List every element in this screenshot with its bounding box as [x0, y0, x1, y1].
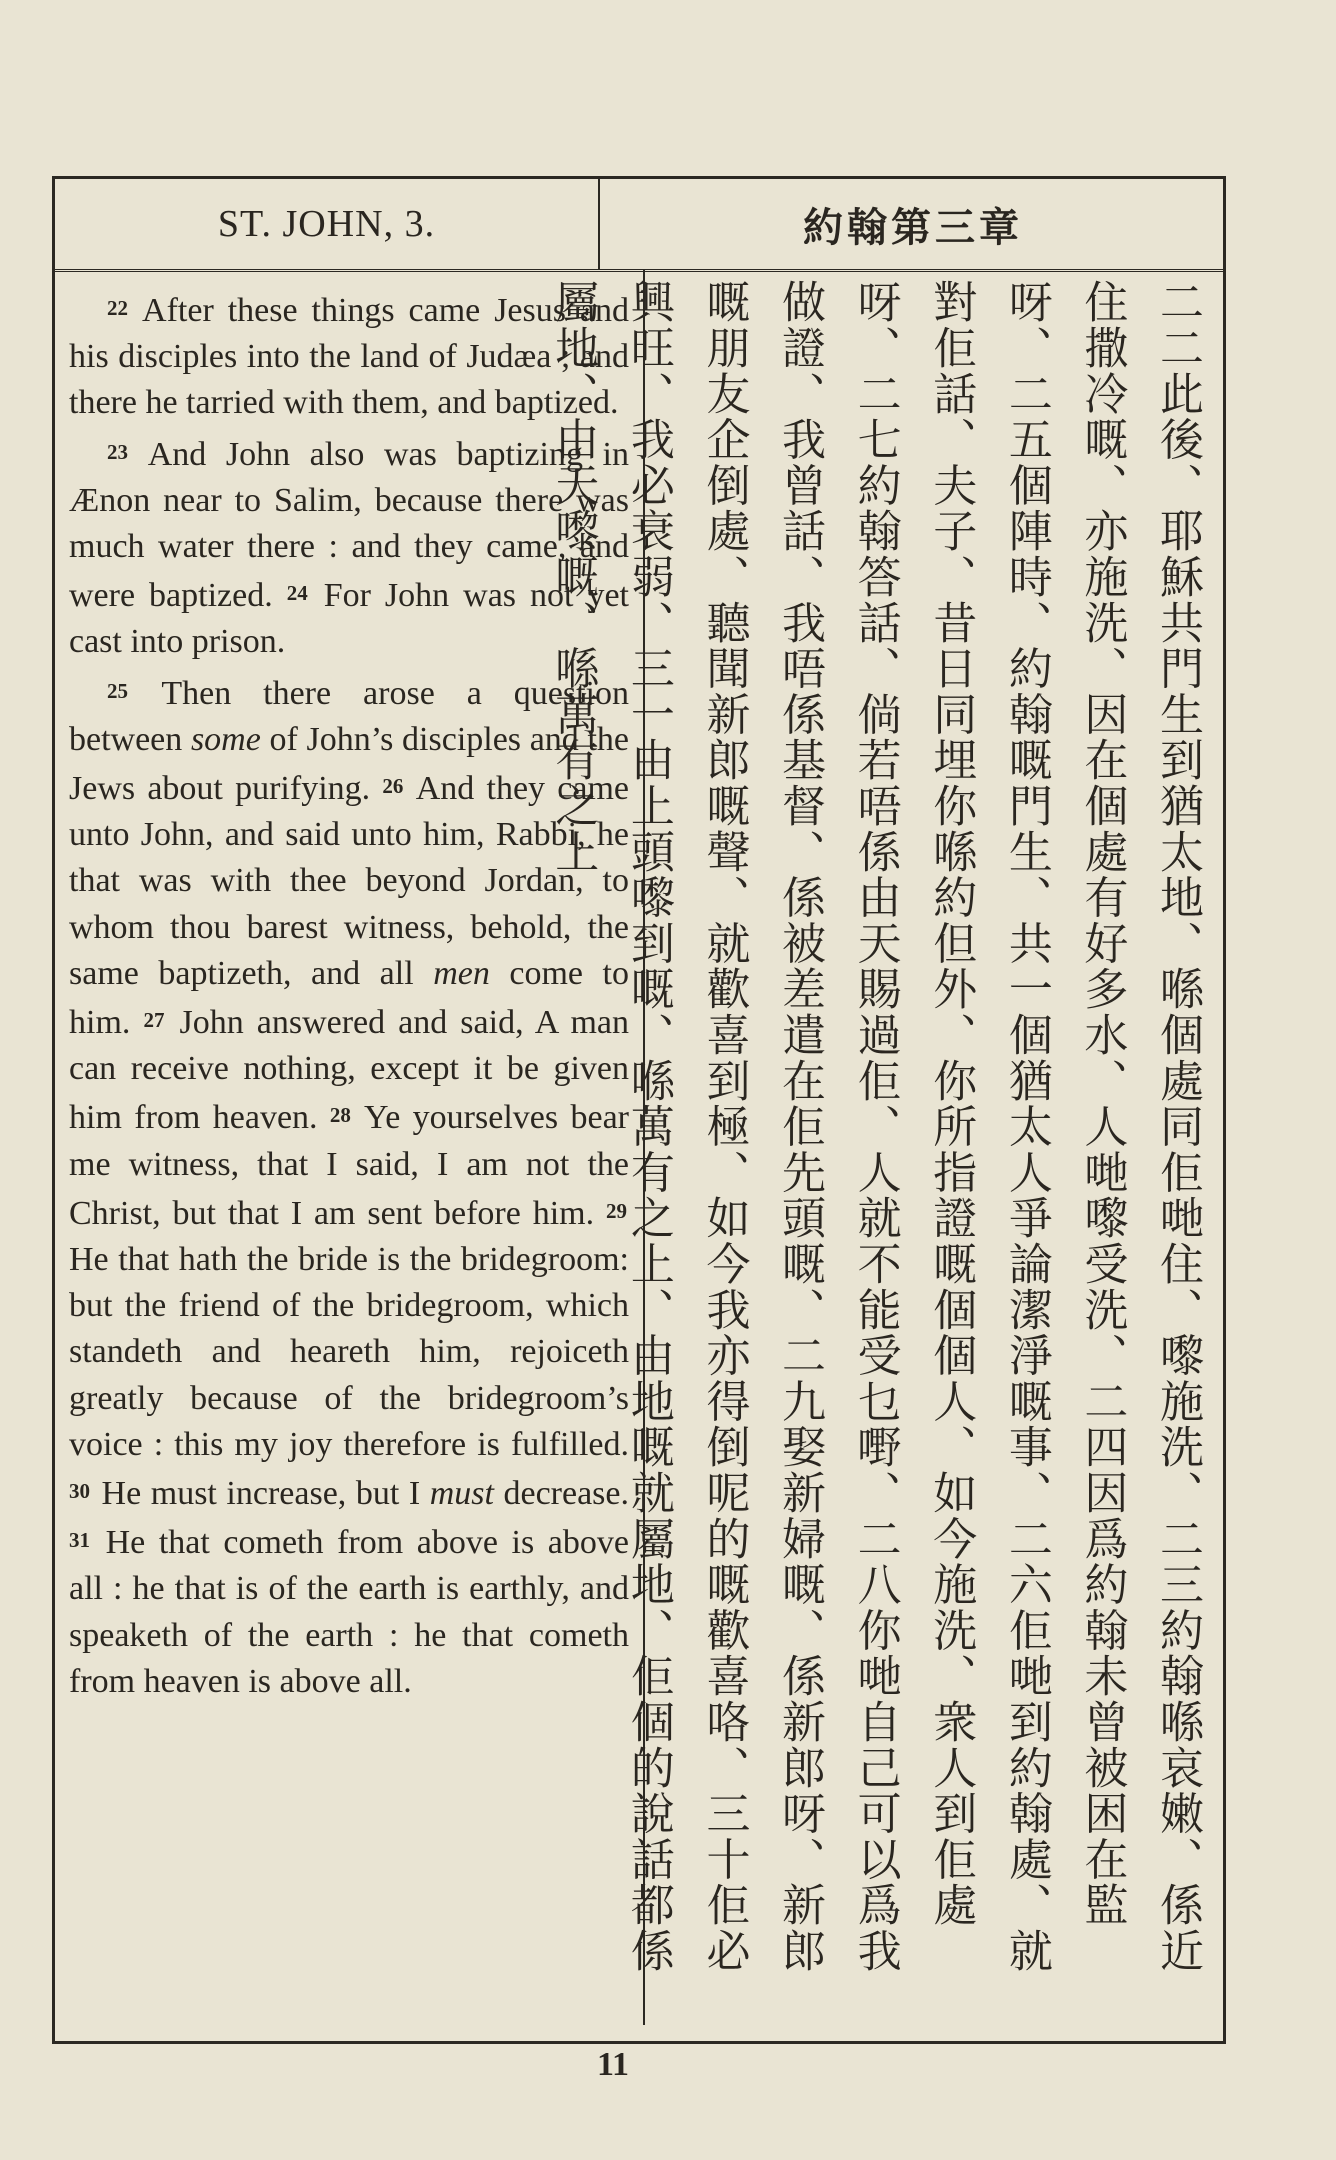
header-row [55, 179, 1223, 272]
english-paragraph: 25 Then there arose a question between some of John’s disciples and the Jews about purifying. 26 And they came unto John, and said unto him, Rabbi, he that was with thee beyond Jordan, to whom thou barest witness, behold, the same baptizeth, and all men come to him. 27 John answered and said, A man can receive nothing, except it be given him from heaven. 28 Ye yourselves bear me witness, that I said, I am not the Christ, but that I am sent before him. 29 He that hath the bride is the bridegroom: but the friend of the bridegroom, which standeth and heareth him, rejoiceth greatly because of the bridegroom’s voice : this my joy therefore is fulfilled. 30 He must increase, but I must decrease. 31 He that cometh from above is above all : he that is of the earth is earthly, and speaketh of the earth : he that cometh from heaven is above all. [69, 674, 630, 1700]
verse-number: 23 [107, 439, 128, 464]
verse-number: 26 [382, 774, 404, 799]
chinese-text-column: 二二此後、耶穌共門生到猶太地、喺個處同佢哋住、嚟施洗、二三約翰喺哀嫩、係近住撒冷嘅、亦施洗、因在個處有好多水、人哋嚟受洗、二四因爲約翰未曾被困在監呀、二五個陣時、約翰嘅門生、共一個猶太人爭論潔淨嘅事、二六佢哋到約翰處、就對佢話、夫子、昔日同埋你喺約但外、你所指證嘅個個人、如今施洗、衆人到佢處呀、二七約翰答話、倘若唔係由天賜過佢、人就不能受乜嘢、二八你哋自己可以爲我做證、我曾話、我唔係基督、係被差遣在佢先頭嘅、二九娶新婦嘅、係新郎呀、新郎嘅朋友企倒處、聽聞新郎嘅聲、就歡喜到極、如今我亦得倒呢的嘅歡喜咯、三十佢必興旺、我必衰弱、三一由上頭嚟到嘅、喺萬有之上、由地嘅就屬地、佢個的說話都係屬地、由天嚟嘅、喺萬有之上 [547, 279, 1203, 1974]
page-number: 11 [596, 2046, 630, 2083]
verse-number: 24 [286, 581, 308, 606]
english-paragraph: 23 And John also was baptizing in Ænon near to Salim, because there was much water there : and they came, and were baptized. 24 For John was not yet cast into prison. [69, 435, 629, 661]
english-paragraph: 22 After these things came Jesus and his disciples into the land of Judæa ; and there he tarried with them, and baptized. [69, 292, 629, 422]
verse-number: 25 [107, 678, 128, 703]
verse-number: 22 [107, 296, 128, 320]
verse-number: 30 [69, 1479, 90, 1504]
page-frame [52, 176, 1226, 2044]
verse-number: 27 [143, 1008, 165, 1033]
chinese-chapter-title: 約翰第三章 [803, 204, 1023, 251]
verse-number: 28 [329, 1103, 351, 1128]
english-chapter-title: ST. JOHN, 3. [217, 203, 436, 245]
verse-number: 29 [606, 1198, 627, 1223]
verse-number: 31 [69, 1528, 90, 1553]
